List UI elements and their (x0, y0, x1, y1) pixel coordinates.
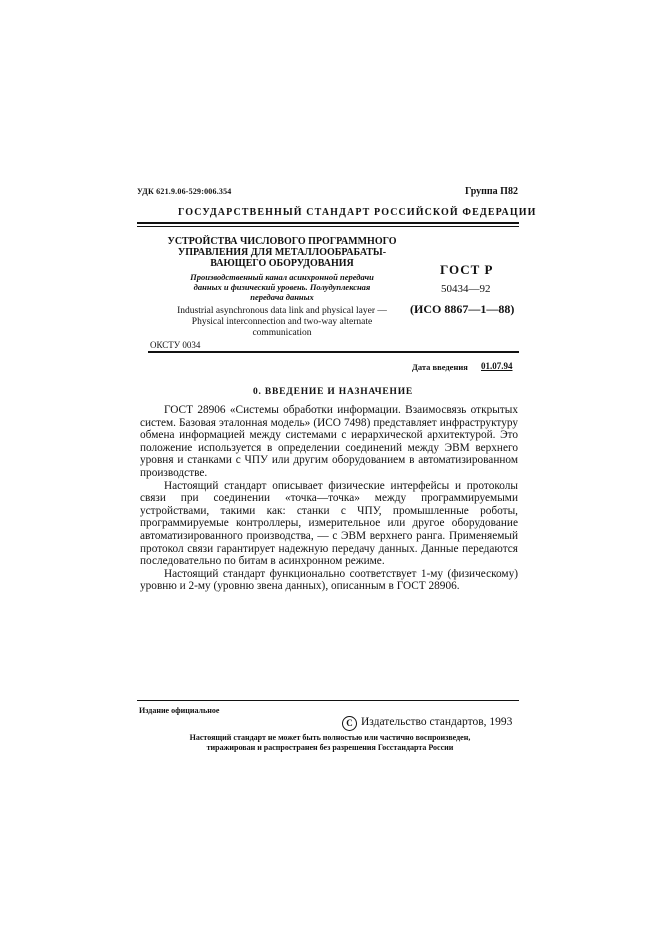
top-rule-thin (137, 226, 519, 227)
english-title (148, 306, 416, 339)
gost-number: 50434—92 (441, 283, 491, 295)
english-title-line: communication (252, 328, 312, 338)
group-code: Группа П82 (465, 186, 518, 197)
federation-heading: ГОСУДАРСТВЕННЫЙ СТАНДАРТ РОССИЙСКОЙ ФЕДЕРАЦИИ (178, 207, 537, 218)
title-line: ВАЮЩЕГО ОБОРУДОВАНИЯ (210, 258, 354, 269)
document-subtitle (162, 272, 402, 302)
title-line: УПРАВЛЕНИЯ ДЛЯ МЕТАЛЛООБРАБАТЫ- (177, 247, 387, 258)
header-bottom-rule (148, 351, 519, 353)
paragraph: ГОСТ 28906 «Системы обработки информации. Взаимосвязь открытых систем. Базовая эталонная модель» (ИСО 7498) представляет инфраструктуру обмена информацией между системами с иерархической архитектурой. Это положение используется в определении соединений между ЭВМ верхнего уровня и станками с ЧПУ или другим оборудованием в автоматизированном производстве. (140, 404, 518, 479)
intro-date-label: Дата введения (412, 362, 468, 372)
iso-reference: (ИСО 8867—1—88) (410, 302, 515, 316)
footer-rule (137, 700, 519, 701)
notice-line: тиражирован и распространен без разрешения Госстандарта России (206, 743, 454, 752)
intro-date-value: 01.07.94 (481, 361, 513, 371)
title-line: УСТРОЙСТВА ЧИСЛОВОГО ПРОГРАММНОГО (167, 236, 397, 247)
okstu-code: ОКСТУ 0034 (150, 340, 201, 350)
subtitle-line: данных и физический уровень. Полудуплексная (193, 282, 371, 292)
udk-code: УДК 621.9.06-529:006.354 (137, 187, 232, 196)
gost-label: ГОСТ Р (440, 262, 494, 277)
english-title-line: Industrial asynchronous data link and physical layer — (177, 306, 387, 316)
reproduction-notice (140, 733, 520, 753)
subtitle-line: Производственный канал асинхронной передачи (190, 272, 374, 282)
publisher-line (342, 716, 512, 731)
top-rule-thick (137, 222, 519, 224)
paragraph: Настоящий стандарт функционально соответствует 1-му (физическому) уровню и 2-му (уровню звена данных), описанным в ГОСТ 28906. (140, 567, 518, 593)
publisher-text: Издательство стандартов, 1993 (361, 716, 513, 728)
section-heading: 0. ВВЕДЕНИЕ И НАЗНАЧЕНИЕ (252, 387, 414, 397)
official-edition-label: Издание официальное (139, 706, 220, 715)
copyright-icon: C (342, 716, 357, 731)
body-text (140, 404, 518, 593)
notice-line: Настоящий стандарт не может быть полностью или частично воспроизведен, (189, 733, 471, 742)
subtitle-line: передача данных (250, 292, 314, 302)
paragraph: Настоящий стандарт описывает физические интерфейсы и протоколы связи при соединении «точка—точка» между программируемыми устройствами, такими как: станки с ЧПУ, промышленные роботы, программируемые контроллеры, измерительное или другое оборудование автоматизированного производства, — с ЭВМ верхнего ранга. Применяемый протокол связи гарантирует надежную передачу данных. Данные передаются последовательно по битам в асинхронном режиме. (140, 479, 518, 568)
document-title (162, 236, 402, 269)
english-title-line: Physical interconnection and two-way alternate (191, 317, 373, 327)
